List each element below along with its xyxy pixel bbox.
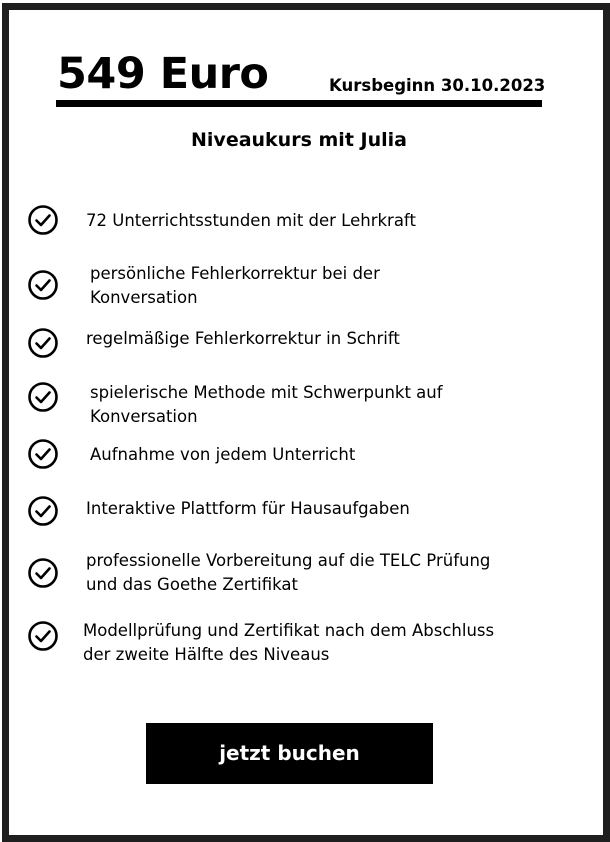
course-start-date: Kursbeginn 30.10.2023 [329,76,546,95]
feature-item [90,381,443,429]
feature-text-line: und das Goethe Zertifikat [86,575,298,594]
divider-rule [56,100,542,107]
check-circle-icon [27,327,59,359]
feature-text-line: Konversation [90,288,198,307]
book-now-button[interactable]: jetzt buchen [146,723,433,784]
price-label: 549 Euro [57,49,269,99]
check-circle-icon [27,204,59,236]
feature-text-line: regelmäßige Fehlerkorrektur in Schrift [86,329,400,348]
check-circle-icon [27,557,59,589]
feature-text-line: der zweite Hälfte des Niveaus [83,645,330,664]
feature-text-line: 72 Unterrichtsstunden mit der Lehrkraft [86,211,416,230]
feature-text-line: Modellprüfung und Zertifikat nach dem Abschluss [83,621,495,640]
check-circle-icon [27,381,59,413]
feature-item [90,262,380,310]
check-circle-icon [27,620,59,652]
check-circle-icon [27,438,59,470]
feature-text-line: Aufnahme von jedem Unterricht [90,445,356,464]
feature-item [90,443,355,467]
feature-item [86,327,400,351]
feature-text-line: Interaktive Plattform für Hausaufgaben [86,499,410,518]
feature-item [86,497,410,521]
feature-text-line: persönliche Fehlerkorrektur bei der [90,264,380,283]
feature-text-line: Konversation [90,407,198,426]
feature-item [86,209,416,233]
feature-text-line: professionelle Vorbereitung auf die TELC Prüfung [86,551,491,570]
feature-item [86,549,490,597]
course-title: Niveaukurs mit Julia [191,129,407,151]
check-circle-icon [27,269,59,301]
feature-item [83,619,494,667]
check-circle-icon [27,495,59,527]
feature-text-line: spielerische Methode mit Schwerpunkt auf [90,383,443,402]
